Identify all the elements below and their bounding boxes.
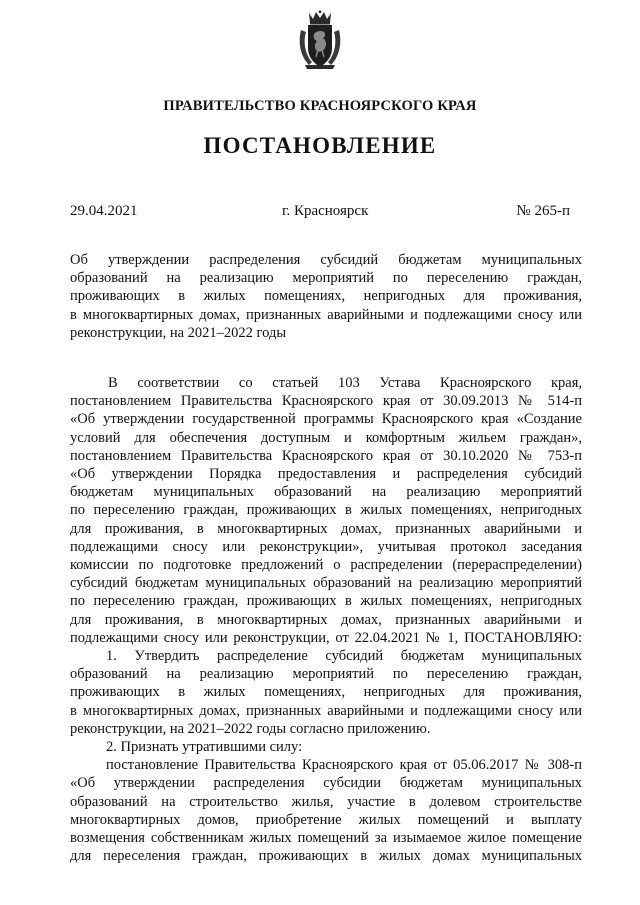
body-line: для проживания, в многоквартирных домах, признанных аварийными и (70, 611, 582, 628)
coat-of-arms-emblem (297, 10, 343, 70)
document-city: г. Красноярск (282, 203, 369, 219)
body-line: образований на реализацию мероприятий по переселению граждан, (70, 666, 582, 683)
body-line: возмещения собственникам жилых помещений за изымаемое жилое помещение (70, 830, 582, 847)
body-line: в многоквартирных домах, признанных аварийными и подлежащими сносу или (70, 702, 582, 719)
body-line: подлежащими сносу или реконструкции, от 22.04.2021 № 1, ПОСТАНОВЛЯЮ: (70, 629, 582, 646)
subject-line: в многоквартирных домах, признанных аварийными и подлежащими сносу или (70, 306, 582, 323)
body-line: постановлением Правительства Красноярского края от 30.10.2020 № 753-п (70, 447, 582, 464)
document-subject (70, 251, 582, 342)
body-line: условий для обеспечения доступным и комфортным жильем граждан», (70, 429, 582, 446)
body-line: постановление Правительства Красноярского края от 05.06.2017 № 308-п (106, 757, 582, 774)
body-line: 2. Признать утратившими силу: (106, 739, 303, 756)
body-line: В соответствии со статьей 103 Устава Красноярского края, (108, 375, 582, 391)
body-line: многоквартирных домов, приобретение жилых помещений и выплату (70, 811, 582, 828)
document-number: № 265-п (516, 203, 570, 219)
document-meta-row (70, 203, 570, 223)
document-type-title: ПОСТАНОВЛЕНИЕ (203, 133, 437, 158)
subject-line: Об утверждении распределения субсидий бюджетам муниципальных (70, 252, 582, 268)
document-body (70, 374, 582, 865)
subject-line: реконструкции, на 2021–2022 годы (70, 324, 287, 341)
document-date: 29.04.2021 (70, 203, 138, 219)
body-line: «Об утверждении распределения субсидии бюджетам муниципальных (70, 775, 582, 792)
body-line: по переселению граждан, проживающих в жилых помещениях, непригодных (70, 593, 582, 610)
body-line: бюджетам муниципальных образований на реализацию мероприятий (70, 484, 582, 501)
body-line: подлежащими сносу или реконструкции», учитывая протокол заседания (70, 538, 582, 555)
body-line: проживающих в жилых помещениях, непригодных для проживания, (70, 684, 582, 701)
body-line: субсидий бюджетам муниципальных образований на реализацию мероприятий (70, 575, 582, 592)
body-line: комиссии по подготовке предложений о распределении (перераспределении) (70, 557, 582, 574)
subject-line: проживающих в жилых помещениях, непригодных для проживания, (70, 288, 582, 305)
body-line: «Об утверждении государственной программы Красноярского края «Создание (70, 411, 582, 428)
body-line: «Об утверждении Порядка предоставления и распределения субсидий (70, 466, 582, 483)
body-line: 1. Утвердить распределение субсидий бюджетам муниципальных (106, 648, 582, 665)
subject-line: образований на реализацию мероприятий по переселению граждан, (70, 270, 582, 287)
government-title: ПРАВИТЕЛЬСТВО КРАСНОЯРСКОГО КРАЯ (163, 98, 477, 114)
body-line: реконструкции, на 2021–2022 годы согласно приложению. (70, 720, 431, 737)
body-line: для проживания, в многоквартирных домах, признанных аварийными и (70, 520, 582, 537)
body-line: по переселению граждан, проживающих в жилых помещениях, непригодных (70, 502, 582, 519)
body-line: постановлением Правительства Красноярского края от 30.09.2013 № 514-п (70, 393, 582, 410)
body-line: для переселения граждан, проживающих в жилых домах муниципальных (70, 848, 582, 865)
body-line: образований на строительство жилья, участие в долевом строительстве (70, 793, 582, 810)
